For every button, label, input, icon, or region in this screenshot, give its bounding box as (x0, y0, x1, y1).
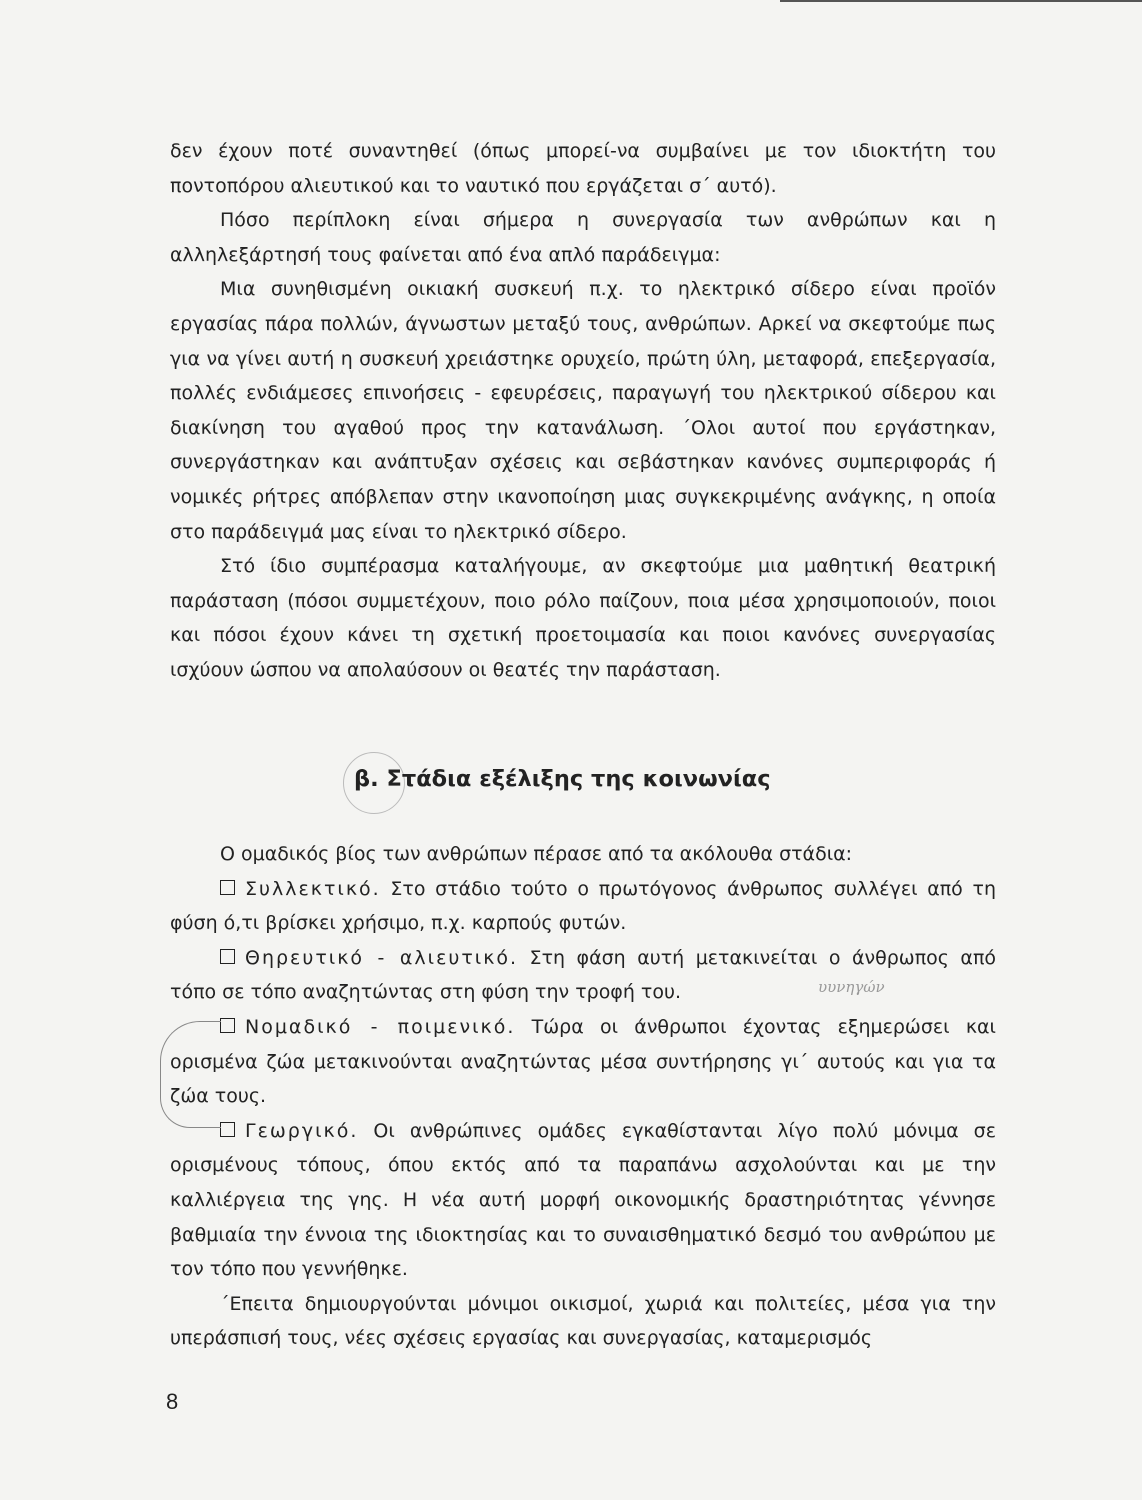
top-edge-line (780, 0, 1142, 2)
paragraph: δεν έχουν ποτέ συναντηθεί (όπως μπορεί-να συμβαίνει με τον ιδιοκτήτη του ποντοπόρου αλιευτικού και το ναυτικό που εργάζεται σ΄ αυτό). (170, 140, 996, 197)
stage-item (170, 1010, 996, 1114)
page-number: 8 (166, 1389, 179, 1414)
stages-intro: Ο ομαδικός βίος των ανθρώπων πέρασε από τα ακόλουθα στάδια: (220, 843, 853, 865)
paragraph: Στό ίδιο συμπέρασμα καταλήγουμε, αν σκεφτούμε μια μαθητική θεατρική παράσταση (πόσοι συμμετέχουν, ποιο ρόλο παίζουν, ποια μέσα χρησιμοποιούν, ποιοι και πόσοι έχουν κάνει τη σχετική προετοιμασία και ποιοι κανόνες συνεργασίας ισχύουν ώσπου να απολαύσουν οι θεατές την παράσταση. (170, 555, 996, 681)
stages-section (170, 837, 996, 1356)
checkbox-icon (220, 880, 235, 895)
closing-paragraph: ΄Επειτα δημιουργούνται μόνιμοι οικισμοί, χωριά και πολιτείες, μέσα για την υπεράσπισή τους, νέες σχέσεις εργασίας και συνεργασίας, καταμερισμός (170, 1292, 996, 1350)
stage-term: Θηρευτικό - αλιευτικό. (245, 946, 519, 969)
pencil-bracket-mark (160, 1021, 221, 1128)
checkbox-icon (220, 1018, 235, 1033)
paragraph: Πόσο περίπλοκη είναι σήμερα η συνεργασία των ανθρώπων και η αλληλεξάρτησή τους φαίνεται από ένα απλό παράδειγμα: (170, 209, 996, 266)
checkbox-icon (220, 1122, 235, 1137)
stage-term: Γεωργικό. (245, 1119, 359, 1142)
stage-term: Νομαδικό - ποιμενικό. (245, 1015, 516, 1038)
handwritten-note: υυνηγών (818, 978, 885, 996)
stage-text: Τώρα οι άνθρωποι έχοντας εξημερώσει και ορισμένα ζώα μετακινούνται αναζητώντας μέσα συντήρησης γι΄ αυτούς και για τα ζώα τους. (170, 1015, 996, 1108)
paragraph: Μια συνηθισμένη οικιακή συσκευή π.χ. το ηλεκτρικό σίδερο είναι προϊόν εργασίας πάρα πολλών, άγνωστων μεταξύ τους, ανθρώπων. Αρκεί να σκεφτούμε πως για να γίνει αυτή η συσκευή χρειάστηκε ορυχείο, πρώτη ύλη, μεταφορά, επεξεργασία, πολλές ενδιάμεσες επινοήσεις - εφευρέσεις, παραγωγή του ηλεκτρικού σίδερου και διακίνηση του αγαθού προς την κατανάλωση. ΄Ολοι αυτοί που εργάστηκαν, συνεργάστηκαν και ανάπτυξαν σχέσεις και σεβάστηκαν κανόνες συμπεριφοράς ή νομικές ρήτρες απόβλεπαν στην ικανοποίηση μιας συγκεκριμένης ανάγκης, η οποία στο παράδειγμά μας είναι το ηλεκτρικό σίδερο. (170, 278, 996, 543)
stage-item (170, 941, 996, 1010)
section-heading: β. Στάδια εξέλιξης της κοινωνίας (354, 766, 771, 792)
stage-term: Συλλεκτικό. (245, 877, 381, 900)
stage-text: Στη φάση αυτή μετακινείται ο άνθρωπος από τόπο σε τόπο αναζητώντας στη φύση την τροφή του. (170, 946, 997, 1004)
checkbox-icon (220, 949, 235, 964)
stage-item (170, 872, 996, 941)
stage-item (170, 1114, 996, 1287)
stage-text: Οι ανθρώπινες ομάδες εγκαθίστανται λίγο πολύ μόνιμα σε ορισμένους τόπους, όπου εκτός από τα παραπάνω ασχολούνται και με την καλλιέργεια της γης. Η νέα αυτή μορφή οικονομικής δραστηριότητας γέννησε βαθμιαία την έννοια της ιδιοκτησίας και το συναισθηματικό δεσμό του ανθρώπου με τον τόπο που γεννήθηκε. (170, 1119, 996, 1281)
body-text (170, 134, 996, 688)
stage-text: Στο στάδιο τούτο ο πρωτόγονος άνθρωπος συλλέγει από τη φύση ό,τι βρίσκει χρήσιμο, π.χ. καρπούς φυτών. (170, 877, 996, 935)
